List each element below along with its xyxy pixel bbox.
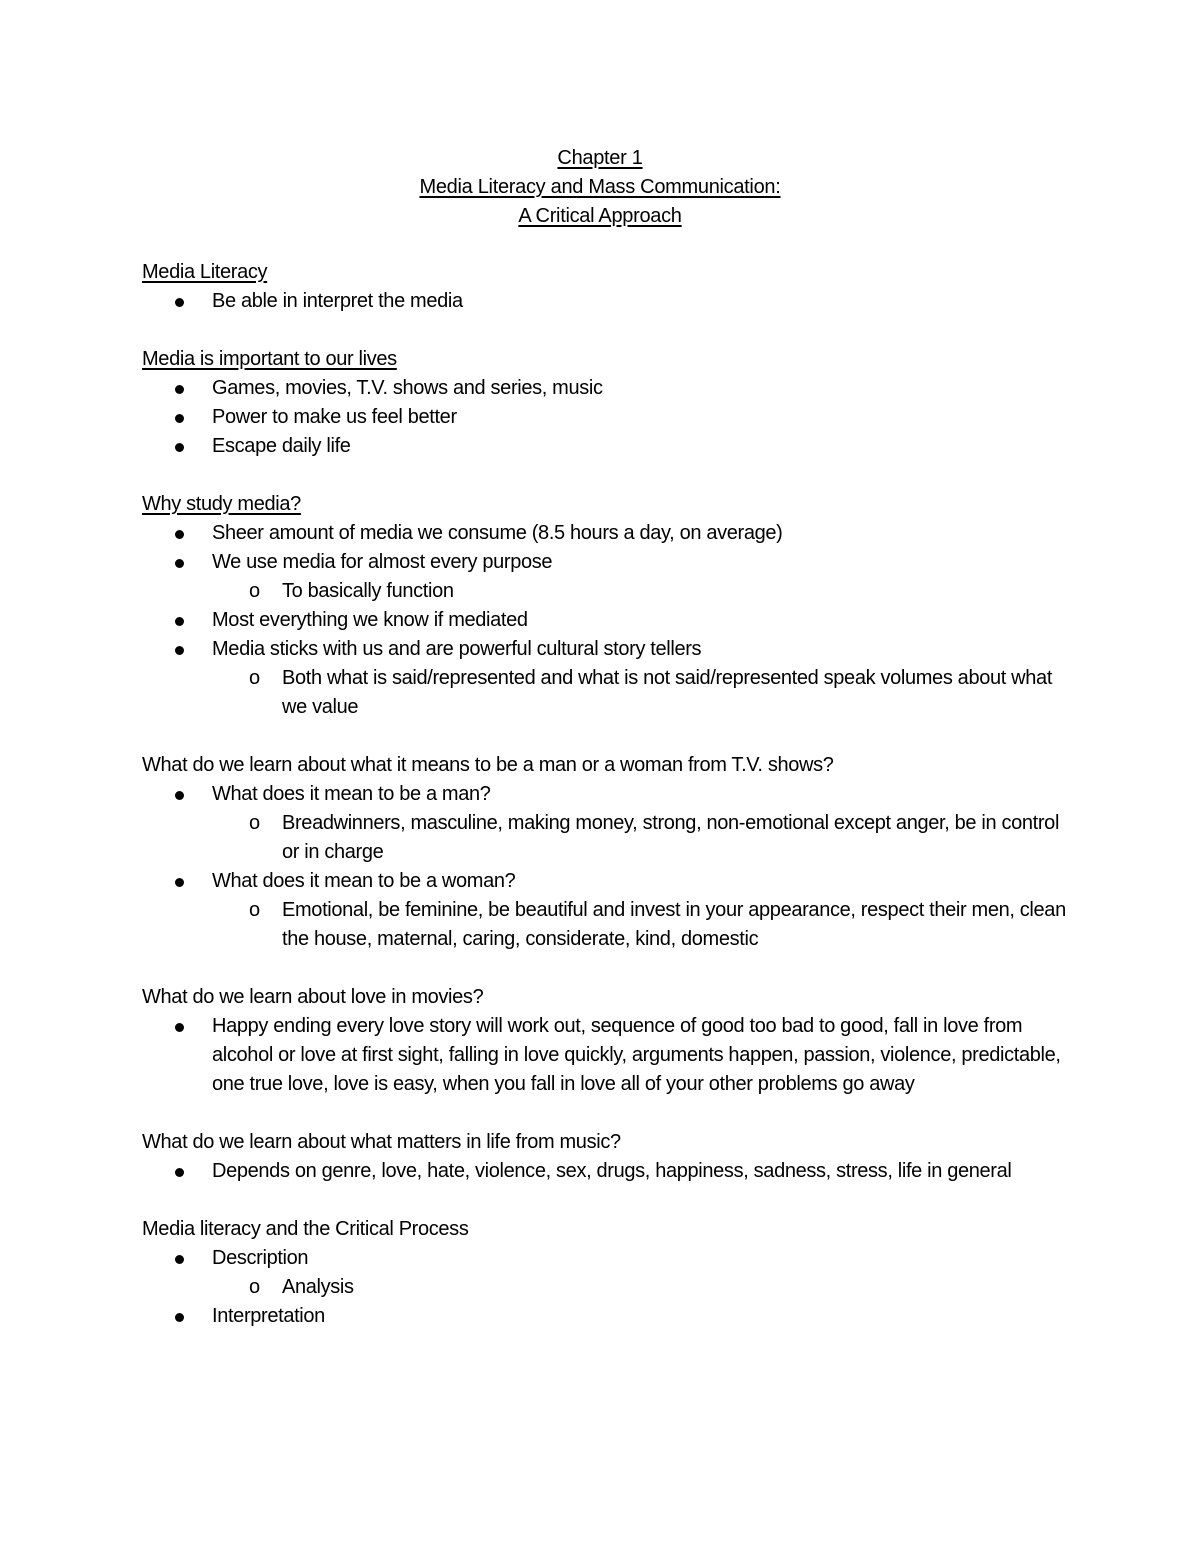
bullet-icon [175, 443, 184, 452]
list-item-text: Games, movies, T.V. shows and series, music [212, 377, 603, 399]
list-item-text: We use media for almost every purpose [212, 551, 553, 573]
list-item-text: Interpretation [212, 1305, 325, 1327]
list-item-text: Power to make us feel better [212, 406, 457, 428]
sub-list-item-text: To basically function [282, 580, 454, 602]
list-item-text: Be able in interpret the media [212, 290, 463, 312]
sub-bullet-list [212, 577, 1072, 606]
chapter-subtitle-2: A Critical Approach [518, 205, 682, 227]
bullet-icon [175, 617, 184, 626]
circle-bullet-icon: o [249, 812, 260, 834]
section-heading: What do we learn about what it means to be a man or a woman from T.V. shows? [142, 754, 834, 776]
bullet-icon [175, 559, 184, 568]
section-why-study-media [142, 490, 1072, 722]
section-music [142, 1128, 1072, 1186]
list-item [142, 432, 1072, 461]
section-heading: What do we learn about what matters in life from music? [142, 1131, 621, 1153]
sub-list-item-text: Emotional, be feminine, be beautiful and invest in your appearance, respect their men, clean the house, maternal, caring, considerate, kind, domestic [282, 899, 1066, 950]
bullet-list [142, 780, 1072, 954]
bullet-list [142, 1244, 1072, 1331]
list-item [142, 606, 1072, 635]
sub-list-item-text: Both what is said/represented and what is not said/represented speak volumes about what we value [282, 667, 1053, 718]
bullet-icon [175, 878, 184, 887]
section-heading: Media literacy and the Critical Process [142, 1218, 469, 1240]
chapter-subtitle: Media Literacy and Mass Communication: [419, 176, 781, 198]
list-item-text: Sheer amount of media we consume (8.5 hours a day, on average) [212, 522, 783, 544]
list-item-text: Description [212, 1247, 309, 1269]
sub-list-item [212, 664, 1072, 722]
bullet-list [142, 1012, 1072, 1099]
list-item [142, 1244, 1072, 1302]
chapter-title: Chapter 1 [557, 147, 643, 169]
circle-bullet-icon: o [249, 1276, 260, 1298]
section-heading: What do we learn about love in movies? [142, 986, 484, 1008]
section-gender-tv [142, 751, 1072, 954]
list-item [142, 374, 1072, 403]
list-item [142, 1302, 1072, 1331]
sub-bullet-list [212, 664, 1072, 722]
bullet-icon [175, 1168, 184, 1177]
bullet-list [142, 287, 1072, 316]
bullet-icon [175, 1255, 184, 1264]
list-item-text: Escape daily life [212, 435, 351, 457]
list-item [142, 287, 1072, 316]
list-item [142, 1012, 1072, 1099]
section-heading: Why study media? [142, 493, 301, 515]
bullet-icon [175, 414, 184, 423]
section-media-important [142, 345, 1072, 461]
section-heading: Media is important to our lives [142, 348, 397, 370]
bullet-list [142, 374, 1072, 461]
list-item-text: Most everything we know if mediated [212, 609, 528, 631]
section-heading: Media Literacy [142, 261, 268, 283]
sub-bullet-list [212, 896, 1072, 954]
list-item [142, 548, 1072, 606]
bullet-icon [175, 530, 184, 539]
bullet-list [142, 1157, 1072, 1186]
sub-bullet-list [212, 1273, 1072, 1302]
circle-bullet-icon: o [249, 899, 260, 921]
document-body [142, 258, 1072, 1360]
list-item [142, 519, 1072, 548]
bullet-list [142, 519, 1072, 722]
list-item-text: Media sticks with us and are powerful cultural story tellers [212, 638, 702, 660]
bullet-icon [175, 1313, 184, 1322]
sub-list-item [212, 809, 1072, 867]
sub-bullet-list [212, 809, 1072, 867]
sub-list-item [212, 577, 1072, 606]
list-item [142, 780, 1072, 867]
bullet-icon [175, 1023, 184, 1032]
sub-list-item-text: Breadwinners, masculine, making money, strong, non-emotional except anger, be in control or in charge [282, 812, 1060, 863]
list-item-text: What does it mean to be a man? [212, 783, 491, 805]
circle-bullet-icon: o [249, 580, 260, 602]
document-title [0, 144, 1200, 231]
sub-list-item [212, 896, 1072, 954]
sub-list-item-text: Analysis [282, 1276, 354, 1298]
circle-bullet-icon: o [249, 667, 260, 689]
bullet-icon [175, 385, 184, 394]
bullet-icon [175, 646, 184, 655]
list-item [142, 635, 1072, 722]
bullet-icon [175, 791, 184, 800]
sub-list-item [212, 1273, 1072, 1302]
section-critical-process [142, 1215, 1072, 1331]
section-media-literacy [142, 258, 1072, 316]
list-item-text: Depends on genre, love, hate, violence, sex, drugs, happiness, sadness, stress, life in general [212, 1160, 1012, 1182]
list-item [142, 403, 1072, 432]
list-item [142, 867, 1072, 954]
bullet-icon [175, 298, 184, 307]
section-love-movies [142, 983, 1072, 1099]
list-item-text: What does it mean to be a woman? [212, 870, 516, 892]
list-item [142, 1157, 1072, 1186]
list-item-text: Happy ending every love story will work out, sequence of good too bad to good, fall in love from alcohol or love at first sight, falling in love quickly, arguments happen, passion, violence, predictable, one true love, love is easy, when you fall in love all of your other problems go away [212, 1015, 1061, 1095]
